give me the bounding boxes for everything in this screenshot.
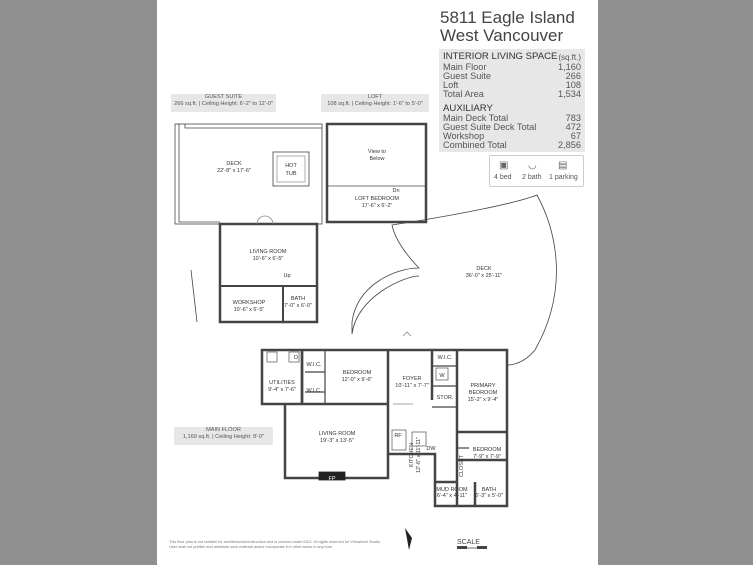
address-line-2: West Vancouver (440, 26, 564, 45)
stat-row: Loft 108 (443, 80, 581, 90)
room-dim: 10'-6" x 6'-5" (233, 307, 265, 313)
room-name: BEDROOM (468, 390, 498, 396)
hot-tub-outline (273, 152, 309, 186)
stat-row: Main Deck Total 783 (443, 113, 581, 123)
room-dim: 36'-0" x 25'-11" (465, 273, 503, 279)
room-dim: 9'-4" x 7'-6" (268, 387, 296, 393)
parking-count: 1 parking (549, 174, 578, 181)
main-deck-outline (352, 195, 556, 365)
loft-label: LOFT 108 sq.ft. | Ceiling Height: 1'-6" to 5'-0" (321, 94, 429, 112)
up-label: Up (283, 273, 291, 279)
hot-tub-label: TUB (285, 171, 297, 177)
view-below-label: View to (368, 149, 386, 155)
room-dim: 17'-6" x 6'-2" (361, 203, 393, 209)
guest-suite-label: GUEST SUITE 266 sq.ft. | Ceiling Height: 6'-2" to 12'-0" (171, 94, 276, 112)
floor-plan-drawing (157, 0, 598, 565)
room-name: MUD ROOM (436, 487, 468, 493)
stat-row: Main Floor 1,160 (443, 62, 581, 72)
dryer-label: D (294, 355, 298, 361)
stat-row: Total Area 1,534 (443, 89, 581, 99)
bath-icon: ◡ (528, 160, 537, 171)
view-below-label: Below (369, 156, 385, 162)
room-name: LIVING ROOM (318, 431, 356, 437)
room-dim: 22'-8" x 17'-6" (217, 168, 251, 174)
room-name: PRIMARY (470, 383, 496, 389)
room-dim: 7'-0" x 6'-0" (284, 303, 312, 309)
room-name: FOYER (402, 376, 422, 382)
room-dim: 10'-11" x 7'-7" (395, 383, 429, 389)
room-name: DECK (476, 266, 492, 272)
room-name: UTILITIES (269, 380, 295, 386)
room-name: BEDROOM (472, 447, 502, 453)
auxiliary-heading: AUXILIARY (443, 103, 493, 114)
room-dim: 12'-6" x 11'-11" (416, 436, 422, 474)
stat-row: Workshop 67 (443, 131, 581, 141)
room-dim: 19'-3" x 13'-5" (320, 438, 354, 444)
main-floor-label: MAIN FLOOR 1,160 sq.ft. | Ceiling Height: 8'-0" (174, 427, 273, 445)
interior-heading: INTERIOR LIVING SPACE (443, 51, 558, 62)
room-dim: 15'-2" x 9'-4" (467, 397, 499, 403)
wic-label: W.I.C. (306, 362, 322, 368)
storage-label: STOR. (436, 395, 454, 401)
stat-row: Guest Suite Deck Total 472 (443, 122, 581, 132)
main-floor-walls (262, 350, 507, 506)
room-name: KITCHEN (409, 442, 415, 468)
hot-tub-label: HOT (285, 163, 297, 169)
car-icon: ▤ (558, 160, 568, 171)
closet-label: CLOSET (459, 454, 465, 478)
room-name: DECK (226, 161, 242, 167)
scale-bar (457, 546, 487, 549)
wic-label: W.I.C. (437, 355, 453, 361)
guest-deck-outline (175, 124, 322, 224)
stat-row: Combined Total 2,856 (443, 140, 581, 150)
room-name: BATH (290, 296, 306, 302)
fireplace-label: FP (328, 476, 336, 482)
disclaimer-text: This floor plan is not suitable for architectural/construction and is covered under E&O. All rights reserved for Virtualized Studio. User shall not publish and distribute such material and/or incorporate it in other works in any form. (169, 540, 381, 549)
scale-label: SCALE (457, 539, 480, 546)
address-line-1: 5811 Eagle Island (440, 8, 575, 27)
floor-plan-sheet (157, 0, 598, 565)
wic-label: W.I.C. (306, 388, 322, 394)
bed-count: 4 bed (494, 174, 512, 181)
room-dim: 7'-9" x 7'-9" (473, 454, 501, 460)
stat-row: Guest Suite 266 (443, 71, 581, 81)
room-dim: 12'-0" x 9'-6" (341, 377, 373, 383)
room-dim: 10'-6" x 6'-5" (252, 256, 284, 262)
unit-label: (sq.ft.) (558, 53, 581, 62)
room-dim: 6'-3" x 5'-0" (475, 493, 503, 499)
room-dim: 6'-4" x 4'-11" (436, 493, 468, 499)
room-name: LOFT BEDROOM (355, 196, 399, 202)
north-arrow-icon (405, 528, 412, 550)
room-name: WORKSHOP (232, 300, 266, 306)
bed-icon: ▣ (499, 160, 509, 171)
washer-label: W (439, 373, 445, 379)
fridge-label: RF (394, 433, 402, 439)
room-name: BEDROOM (342, 370, 372, 376)
room-name: LIVING ROOM (249, 249, 287, 255)
dishwasher-label: DW (426, 446, 436, 452)
room-name: BATH (481, 487, 497, 493)
dn-label: Dn (392, 188, 400, 194)
bath-count: 2 bath (522, 174, 542, 181)
